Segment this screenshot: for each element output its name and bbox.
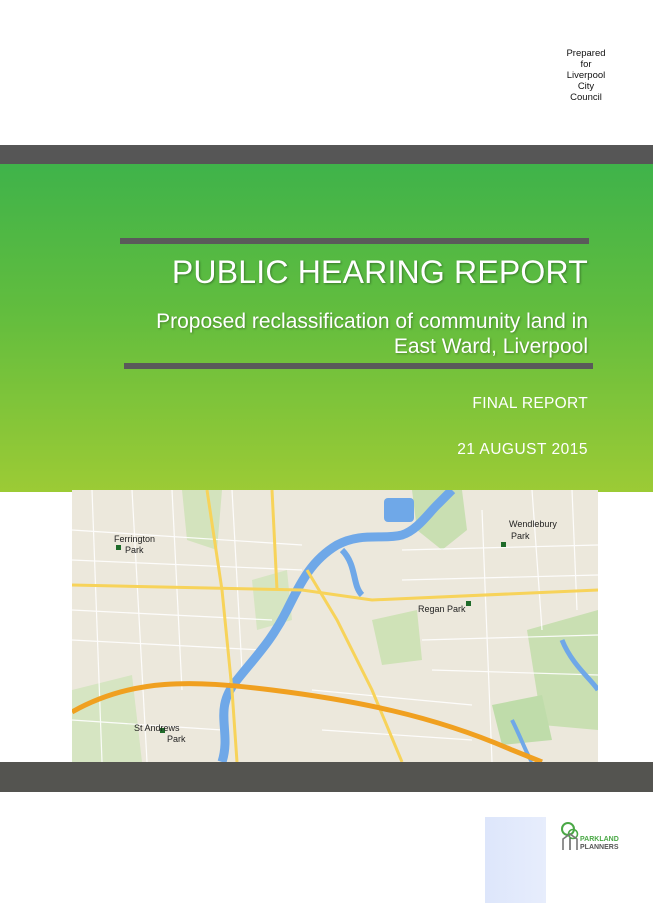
title-rule-top bbox=[120, 238, 589, 244]
map-label-ferrington-park: Park bbox=[125, 545, 144, 555]
top-divider-bar bbox=[0, 145, 653, 164]
logo-line-2: PLANNERS bbox=[580, 843, 619, 851]
bottom-divider-bar bbox=[0, 762, 653, 792]
map-label-st-andrews: St Andrews bbox=[134, 723, 180, 733]
map-label-regan-park: Regan Park bbox=[418, 604, 466, 614]
map-label-wendlebury-park: Park bbox=[511, 531, 530, 541]
map-label-ferrington: Ferrington bbox=[114, 534, 156, 544]
report-date: 21 AUGUST 2015 bbox=[457, 441, 588, 458]
logo-line-1: PARKLAND bbox=[580, 836, 619, 843]
title-rule-bottom bbox=[124, 363, 593, 369]
location-map bbox=[72, 490, 598, 762]
prepared-line: Council bbox=[570, 92, 602, 103]
prepared-line: Liverpool bbox=[566, 70, 606, 81]
report-status: FINAL REPORT bbox=[472, 395, 588, 412]
light-blue-panel bbox=[485, 817, 546, 903]
report-subtitle bbox=[68, 309, 588, 359]
prepared-line: City bbox=[577, 81, 595, 92]
prepared-line: Prepared bbox=[566, 48, 606, 59]
prepared-for-block bbox=[540, 48, 632, 103]
map-label-st-andrews-park: Park bbox=[167, 734, 186, 744]
subtitle-line: East Ward, Liverpool bbox=[393, 335, 588, 358]
logo-text bbox=[580, 836, 619, 851]
map-label-wendlebury: Wendlebury bbox=[509, 519, 557, 529]
prepared-line: for bbox=[580, 59, 592, 70]
map-graphic bbox=[72, 490, 598, 762]
subtitle-line: Proposed reclassification of community land in bbox=[156, 310, 588, 333]
report-title: PUBLIC HEARING REPORT bbox=[171, 254, 588, 290]
